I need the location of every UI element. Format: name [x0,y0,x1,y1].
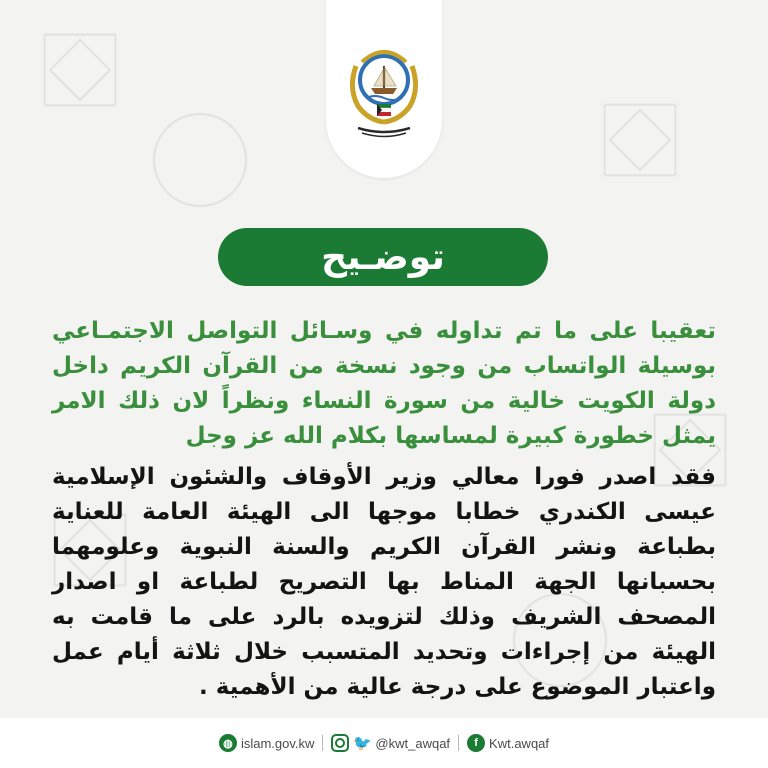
footer-bar [0,718,768,768]
heading-banner [218,228,548,286]
twitter-handle: @kwt_awqaf [375,735,451,751]
website-label: islam.gov.kw [240,735,315,751]
page-title: توضـيح [321,236,445,278]
globe-icon: ◍ [219,734,237,752]
footer-social-twitter[interactable] [331,734,450,752]
instagram-icon [331,734,349,752]
body-paragraph: فقد اصدر فورا معالي وزير الأوقاف والشئون الإسلامية عيسى الكندري خطابا موجها الى الهيئة العامة للعناية بطباعة ونشر القرآن الكريم والسنة النبوية وعلومهما بحسبانها الجهة المناط بها التصريح لطباعة او اصدار المصحف الشريف وذلك لتزويده بالرد على ما قامت به الهيئة من إجراءات وتحديد المتسبب خلال ثلاثة أيام عمل واعتبار الموضوع على درجة عالية من الأهمية . [52,464,716,700]
ministry-emblem-icon [344,36,424,140]
footer-divider [458,735,459,751]
footer-divider [322,735,323,751]
facebook-icon: f [467,734,485,752]
intro-paragraph: تعقيبا على ما تم تداوله في وسـائل التواصل الاجتمـاعي بوسيلة الواتساب من وجود نسخة من القرآن الكريم داخل دولة الكويت خالية من سورة النساء ونظراً لان ذلك الامر يمثل خطورة كبيرة لمساسها بكلام الله عز وجل [52,318,716,449]
footer-website[interactable] [219,734,314,752]
logo-container [326,0,442,178]
twitter-icon: 🐦 [353,735,372,752]
footer-social-facebook[interactable] [467,734,549,752]
facebook-handle: Kwt.awqaf [489,735,550,751]
